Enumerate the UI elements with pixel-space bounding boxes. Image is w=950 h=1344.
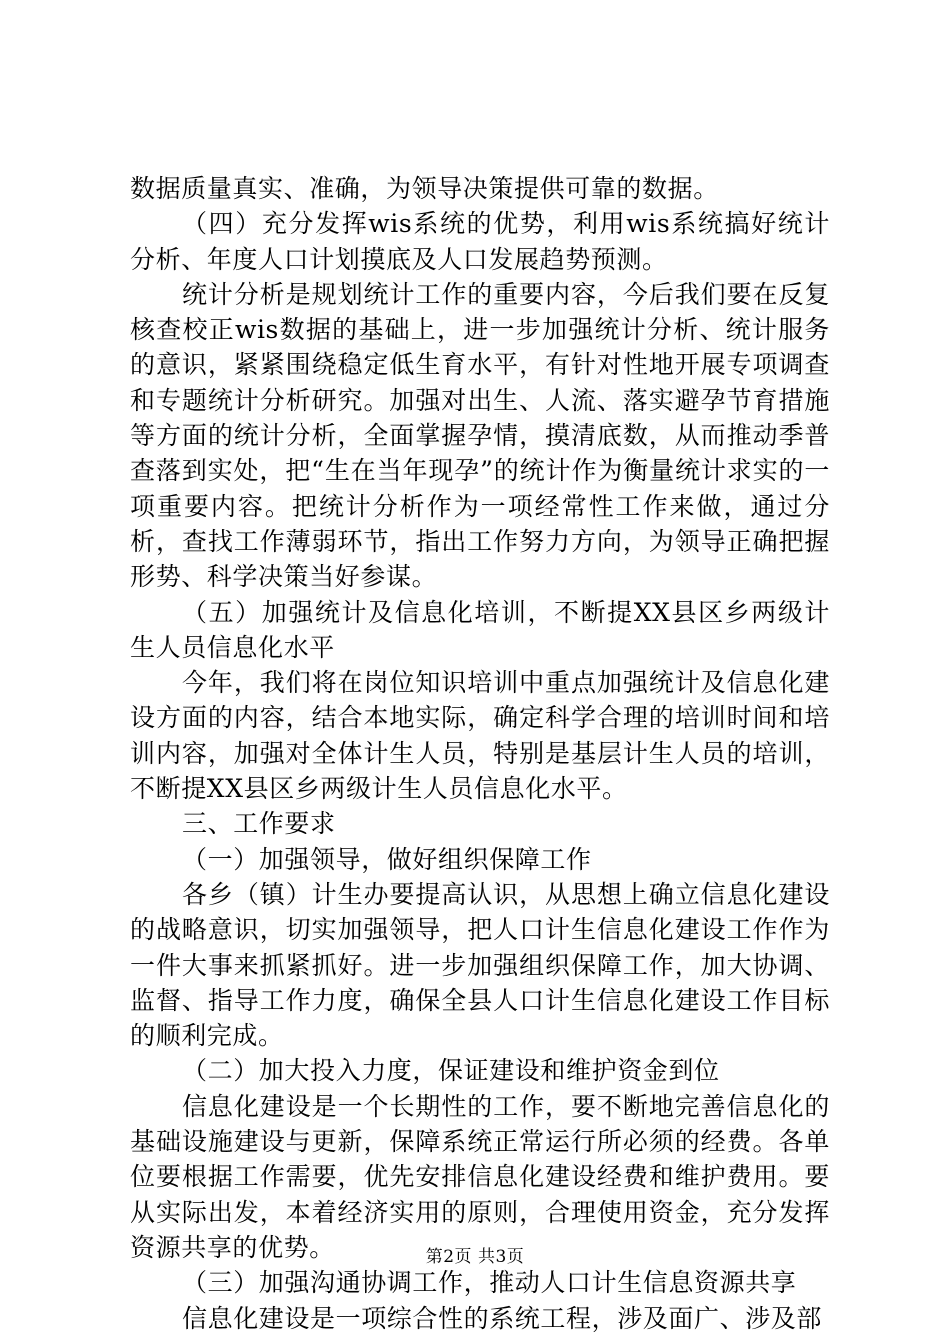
section-heading: （二）加大投入力度，保证建设和维护资金到位	[182, 1056, 720, 1086]
paragraph: 今年，我们将在岗位知识培训中重点加强统计及信息化建设方面的内容，结合本地实际，确定科学合理的培训时间和培训内容，加强对全体计生人员，特别是基层计生人员的培训，不断提XX县区乡两级计生人员信息化水平。	[130, 668, 830, 804]
section-heading: （四）充分发挥wis系统的优势，利用wis系统搞好统计分析、年度人口计划摸底及人口发展趋势预测。	[130, 209, 830, 274]
section-heading: （一）加强领导，做好组织保障工作	[182, 844, 592, 874]
section-heading: （五）加强统计及信息化培训，不断提XX县区乡两级计生人员信息化水平	[130, 597, 830, 662]
paragraph: 各乡（镇）计生办要提高认识，从思想上确立信息化建设的战略意识，切实加强领导，把人口计生信息化建设工作作为一件大事来抓紧抓好。进一步加强组织保障工作，加大协调、监督、指导工作力度，确保全县人口计生信息化建设工作目标的顺利完成。	[130, 879, 830, 1051]
paragraph: 信息化建设是一项综合性的系统工程，涉及面广、涉及部	[182, 1303, 823, 1333]
document-body	[130, 171, 830, 1336]
page-footer: 第2页 共3页	[425, 1247, 525, 1267]
chapter-heading: 三、工作要求	[182, 809, 336, 839]
paragraph: 数据质量真实、准确，为领导决策提供可靠的数据。	[130, 174, 719, 203]
paragraph: 信息化建设是一个长期性的工作，要不断地完善信息化的基础设施建设与更新，保障系统正常运行所必须的经费。各单位要根据工作需要，优先安排信息化建设经费和维护费用。要从实际出发，本着经济实用的原则，合理使用资金，充分发挥资源共享的优势。	[130, 1091, 830, 1262]
paragraph: 统计分析是规划统计工作的重要内容，今后我们要在反复核查校正wis数据的基础上，进一步加强统计分析、统计服务的意识，紧紧围绕稳定低生育水平，有针对性地开展专项调查和专题统计分析研究。加强对出生、人流、落实避孕节育措施等方面的统计分析，全面掌握孕情，摸清底数，从而推动季普查落到实处，把“生在当年现孕”的统计作为衡量统计求实的一项重要内容。把统计分析作为一项经常性工作来做，通过分析，查找工作薄弱环节，指出工作努力方向，为领导正确把握形势、科学决策当好参谋。	[130, 279, 830, 592]
section-heading: （三）加强沟通协调工作，推动人口计生信息资源共享	[182, 1268, 797, 1298]
